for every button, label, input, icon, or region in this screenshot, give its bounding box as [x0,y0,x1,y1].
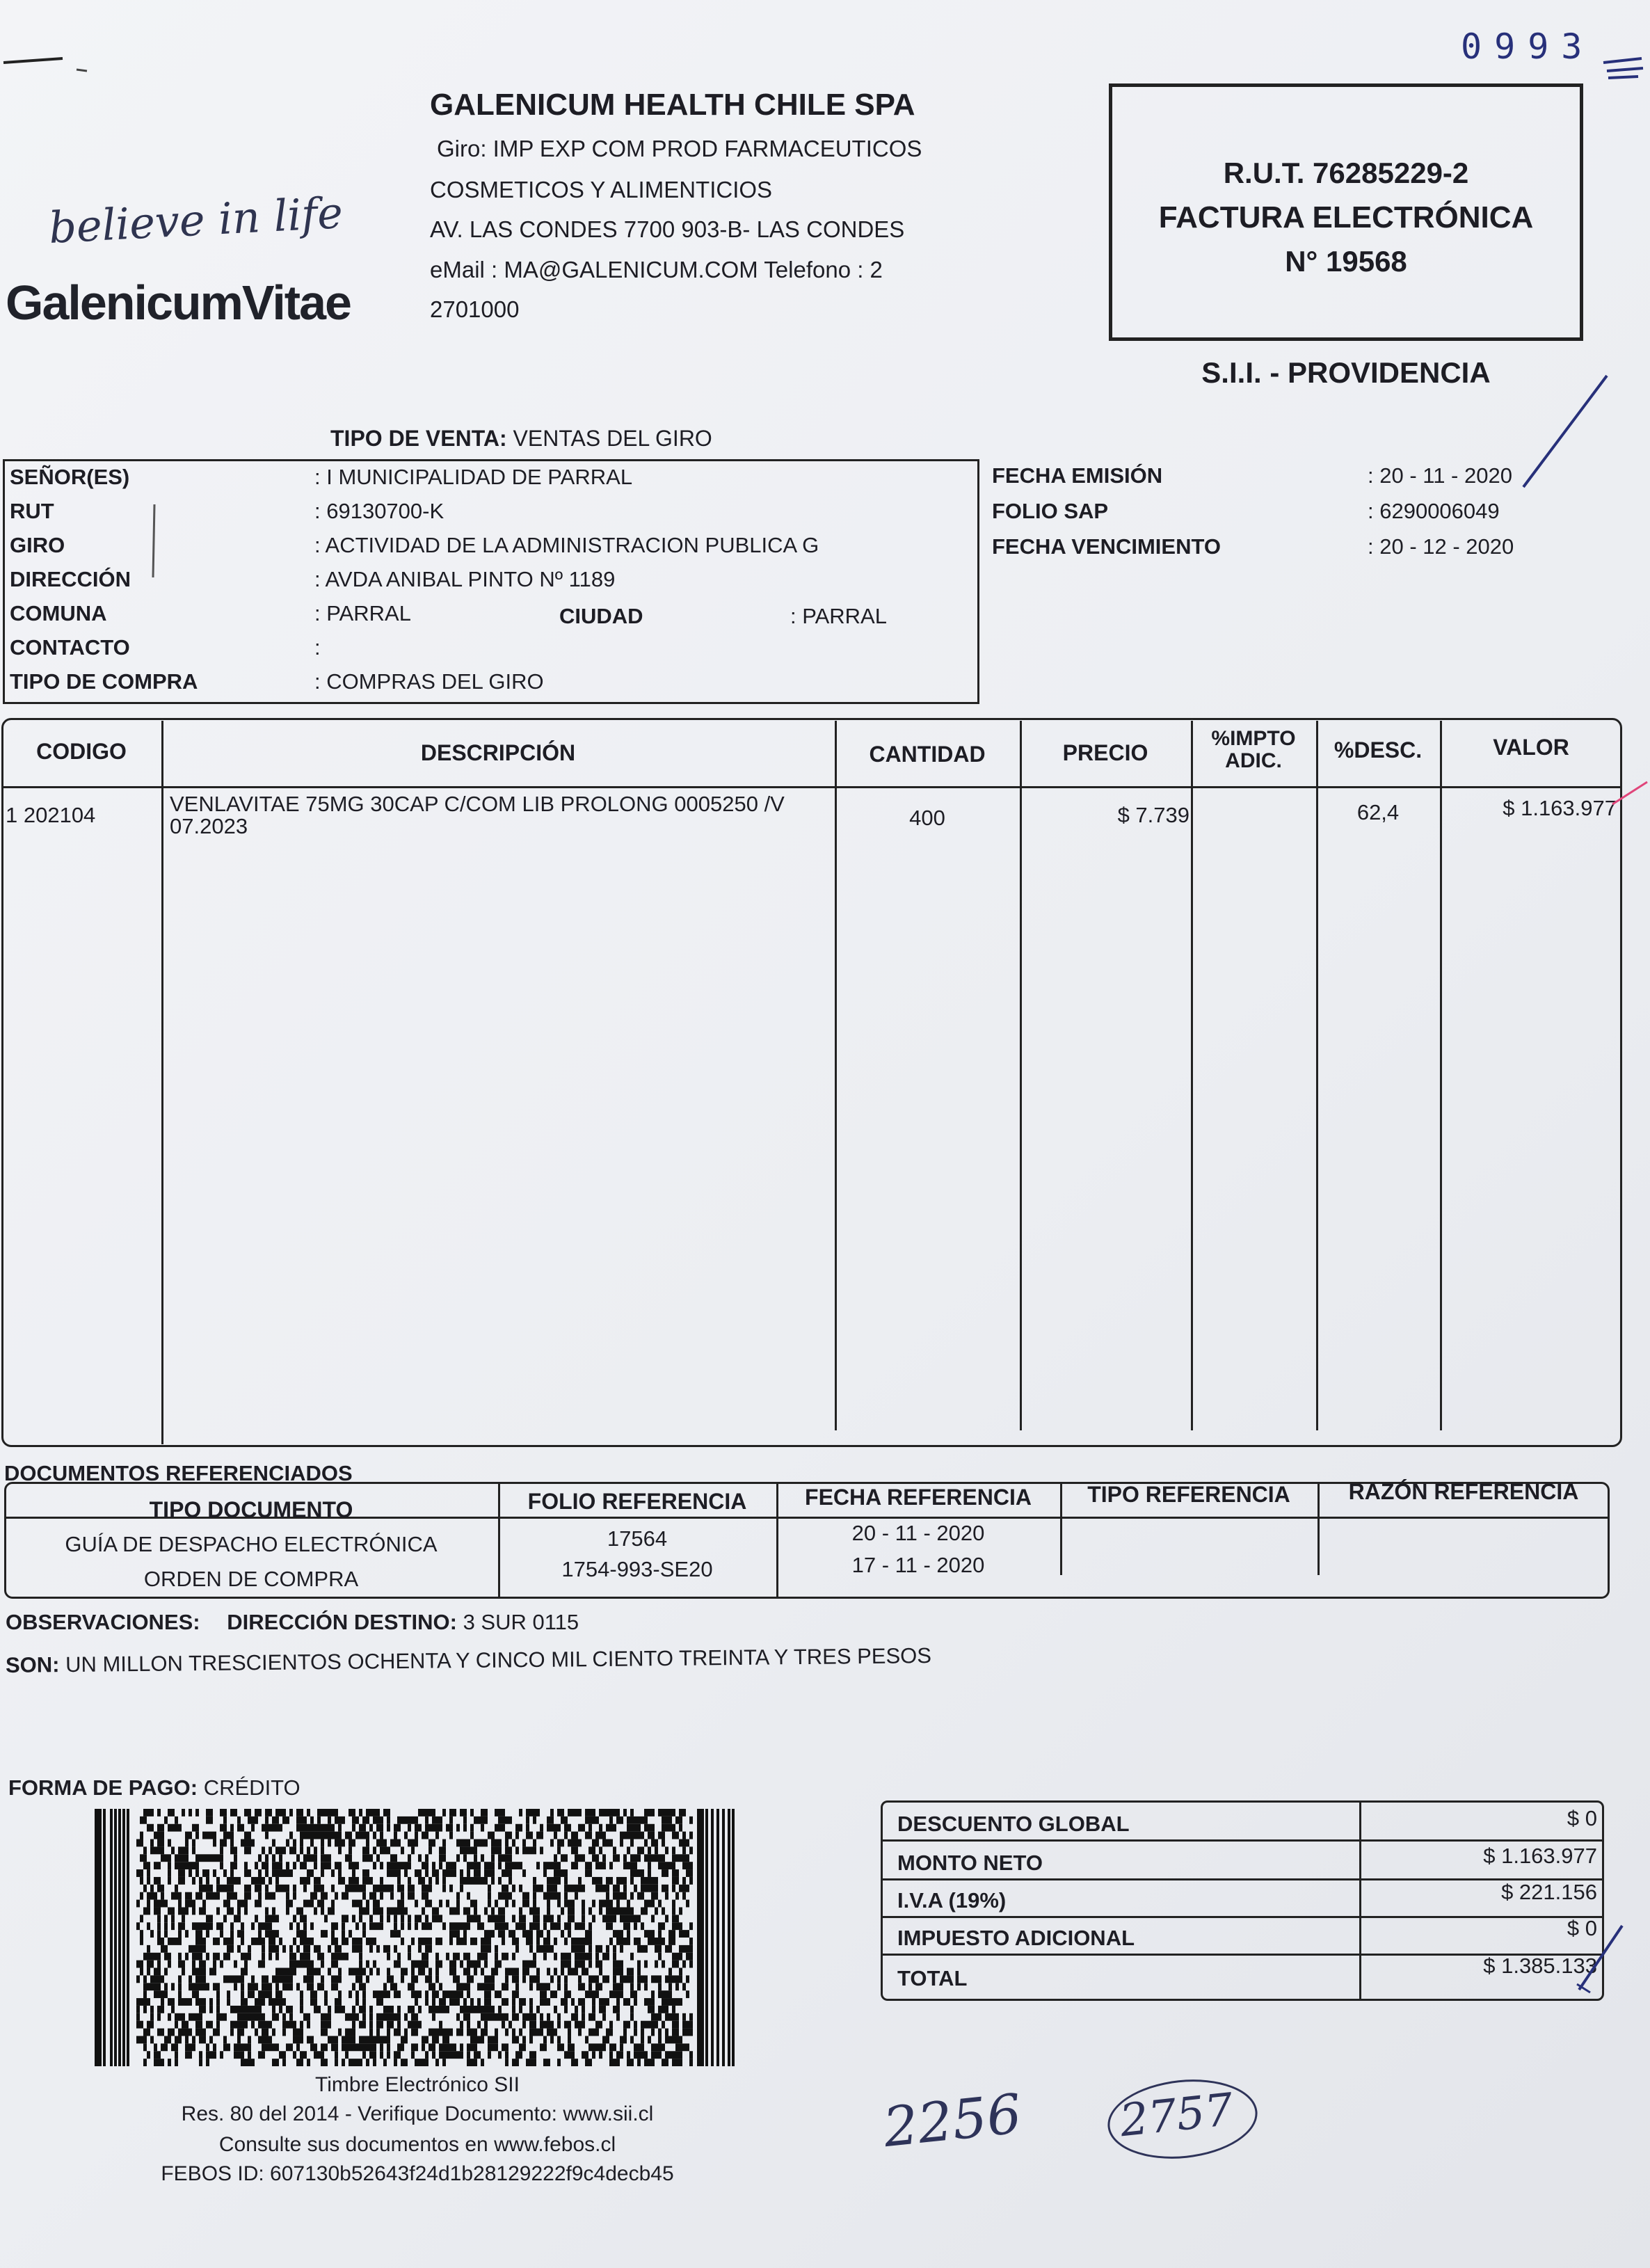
client-comuna: : PARRAL [314,601,411,625]
client-contact: : [314,635,321,660]
ref-fecha: 20 - 11 - 2020 [851,1521,985,1545]
destination-address: 3 SUR 0115 [463,1610,579,1634]
payment-method [8,1775,301,1800]
issuer-address: AV. LAS CONDES 7700 903-B- LAS CONDES [430,216,905,242]
pen-stroke-mark [0,42,250,83]
issuer-email: eMail : MA@GALENICUM.COM Telefono : 2 [430,257,883,282]
column-divider [1316,721,1318,1430]
client-giro: : ACTIVIDAD DE LA ADMINISTRACION PUBLICA G [314,533,819,557]
vat-value: $ 221.156 [1501,1880,1597,1904]
folio-sap-label: FOLIO SAP [992,499,1109,523]
column-divider [1440,721,1442,1430]
item-desc: 62,4 [1356,800,1400,824]
handwritten-circled-note: 2757 [1117,2084,1236,2148]
col-header-precio: PRECIO [1062,740,1148,765]
ref-col-tipo: TIPO DOCUMENTO [149,1497,353,1522]
logo-tagline: believe in life [47,186,344,254]
timbre-consult: Consulte sus documentos en www.febos.cl [218,2133,616,2156]
ref-tipo: GUÍA DE DESPACHO ELECTRÓNICA [65,1532,438,1556]
client-purchase-type-label: TIPO DE COMPRA [10,669,198,694]
col-header-impto-line2: ADIC. [1225,749,1282,772]
client-rut: : 69130700-K [314,499,444,523]
extra-tax-label: IMPUESTO ADICIONAL [897,1926,1135,1950]
ref-col-razon: RAZÓN REFERENCIA [1348,1479,1579,1504]
discount-label: DESCUENTO GLOBAL [897,1812,1130,1836]
amount-in-words [6,1643,931,1678]
col-header-impto-line1: %IMPTO [1211,727,1296,750]
payment-method-value: CRÉDITO [203,1775,301,1800]
handwritten-note: 2256 [880,2082,1025,2160]
sale-type-label: TIPO DE VENTA: [330,426,507,451]
column-divider [1191,721,1193,1430]
logo-wordmark: GalenicumVitae [6,275,351,330]
ref-fecha: 17 - 11 - 2020 [851,1553,985,1577]
ref-col-fecha: FECHA REFERENCIA [805,1485,1032,1510]
issue-date-label: FECHA EMISIÓN [992,463,1163,488]
col-header-impto [1191,728,1316,772]
amount-in-words-label: SON: [5,1652,60,1677]
col-header-descripcion: DESCRIPCIÓN [420,740,576,765]
client-city: : PARRAL [790,604,887,628]
amount-in-words-value: UN MILLON TRESCIENTOS OCHENTA Y CINCO MIL CIENTO TREINTA Y TRES PESOS [65,1643,932,1677]
pen-scribble-mark [1600,42,1649,83]
pen-check-mark [1573,1920,1629,1997]
issuer-name: GALENICUM HEALTH CHILE SPA [430,88,915,122]
client-city-label: CIUDAD [559,604,643,628]
ref-col-folio: FOLIO REFERENCIA [527,1489,747,1514]
col-header-cantidad: CANTIDAD [869,742,986,767]
client-comuna-label: COMUNA [10,601,107,625]
ref-col-tipo-ref: TIPO REFERENCIA [1087,1482,1290,1507]
sale-type [330,426,712,452]
invoice-number: N° 19568 [1285,245,1407,278]
ref-folio: 17564 [607,1526,668,1551]
document-type: FACTURA ELECTRÓNICA [1158,200,1534,234]
folio-sap: : 6290006049 [1368,499,1500,523]
total-value: $ 1.385.133 [1483,1954,1597,1978]
febos-id: FEBOS ID: 607130b52643f24d1b28129222f9c4decb45 [161,2162,674,2185]
item-descripcion [170,793,785,838]
due-date-label: FECHA VENCIMIENTO [992,534,1221,559]
issuer-rut: R.U.T. 76285229-2 [1223,157,1469,189]
col-header-desc: %DESC. [1333,737,1423,762]
destination-label: DIRECCIÓN DESTINO: [227,1610,457,1634]
ref-tipo: ORDEN DE COMPRA [143,1567,359,1591]
net-amount-label: MONTO NETO [897,1851,1043,1875]
item-codigo: 1 202104 [6,803,96,827]
pen-tick-mark [1611,778,1650,806]
vat-label: I.V.A (19%) [897,1888,1007,1912]
sale-type-value: VENTAS DEL GIRO [513,426,712,451]
item-precio: $ 7.739 [1117,803,1190,827]
net-amount-value: $ 1.163.977 [1483,1844,1597,1868]
client-name: : I MUNICIPALIDAD DE PARRAL [314,465,633,489]
total-label: TOTAL [897,1966,968,1990]
item-descripcion-line2: 07.2023 [170,814,248,838]
observations [6,1610,579,1635]
issuer-giro: Giro: IMP EXP COM PROD FARMACEUTICOS [437,136,922,161]
item-descripcion-line1: VENLAVITAE 75MG 30CAP C/COM LIB PROLONG 0005250 /V [170,792,785,816]
row-divider [881,1839,1604,1842]
client-address-label: DIRECCIÓN [10,567,131,591]
pen-stroke-mark [147,501,161,584]
sii-office: S.I.I. - PROVIDENCIA [1201,356,1491,389]
discount-value: $ 0 [1567,1806,1597,1830]
col-header-valor: VALOR [1493,735,1569,760]
column-divider [161,721,163,1444]
item-cantidad: 400 [909,806,945,830]
handwritten-number: 0993 [1461,26,1595,67]
ref-folio: 1754-993-SE20 [561,1557,713,1581]
pdf417-barcode [95,1809,736,2066]
timbre-resolution: Res. 80 del 2014 - Verifique Documento: www.sii.cl [181,2102,654,2125]
client-address: : AVDA ANIBAL PINTO Nº 1189 [314,567,616,591]
due-date: : 20 - 12 - 2020 [1368,534,1514,559]
timbre-title: Timbre Electrónico SII [315,2073,520,2096]
client-contact-label: CONTACTO [10,635,130,660]
extra-tax-value: $ 0 [1567,1916,1597,1940]
ref-docs-title: DOCUMENTOS REFERENCIADOS [4,1461,353,1485]
client-giro-label: GIRO [10,533,65,557]
observations-label: OBSERVACIONES: [6,1610,200,1634]
client-rut-label: RUT [10,499,54,523]
item-valor: $ 1.163.977 [1503,796,1617,820]
col-header-codigo: CODIGO [36,739,127,764]
items-header-divider [1,786,1622,788]
client-purchase-type: : COMPRAS DEL GIRO [314,669,544,694]
issue-date: : 20 - 11 - 2020 [1368,463,1512,488]
document-id-box [1109,83,1583,341]
column-divider [1359,1802,1361,1999]
client-name-label: SEÑOR(ES) [10,465,130,489]
issuer-giro-2: COSMETICOS Y ALIMENTICIOS [430,177,773,202]
issuer-phone: 2701000 [430,296,520,322]
pen-check-mark [1516,369,1614,494]
payment-method-label: FORMA DE PAGO: [8,1775,198,1800]
